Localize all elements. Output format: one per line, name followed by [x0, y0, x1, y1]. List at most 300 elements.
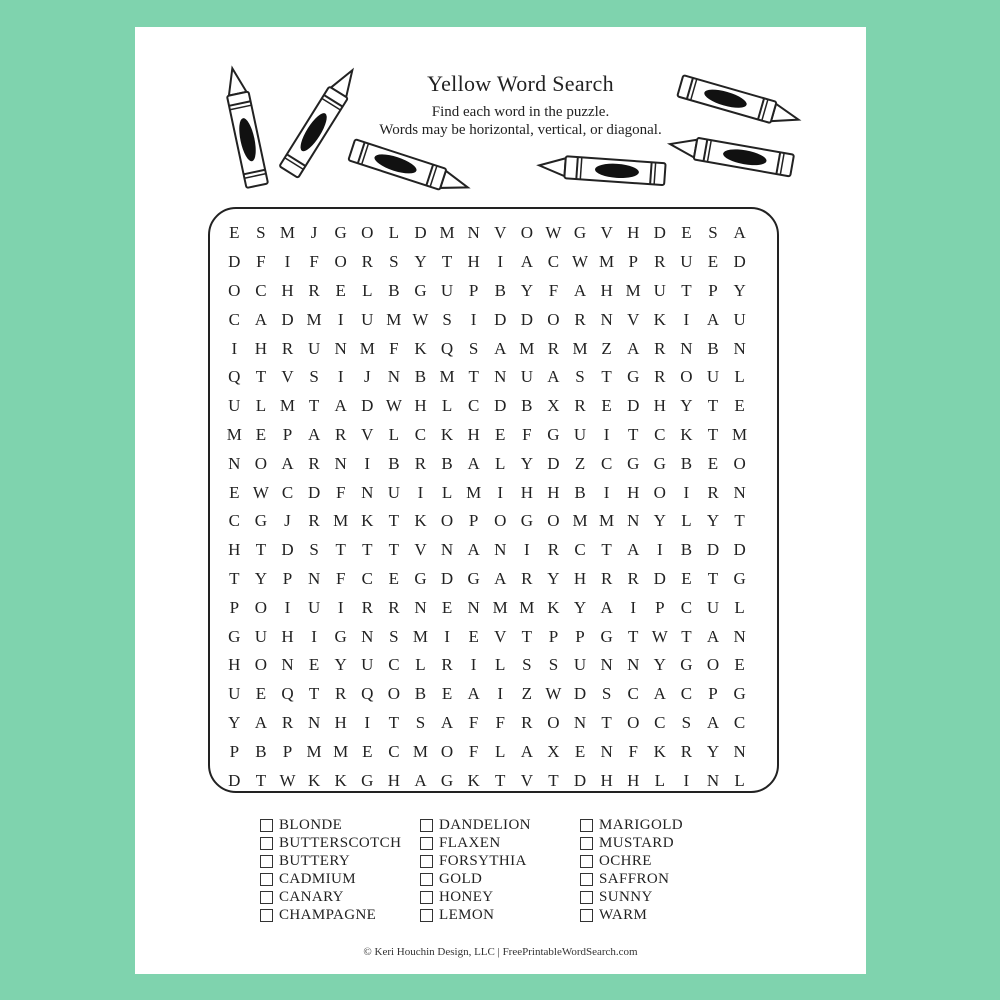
- grid-letter[interactable]: D: [653, 568, 666, 588]
- grid-letter[interactable]: A: [706, 712, 720, 732]
- grid-letter[interactable]: I: [364, 712, 371, 732]
- grid-letter[interactable]: D: [361, 396, 374, 416]
- grid-letter[interactable]: O: [254, 655, 268, 675]
- grid-letter[interactable]: L: [495, 741, 506, 761]
- grid-letter[interactable]: P: [708, 684, 718, 704]
- grid-letter[interactable]: R: [627, 568, 639, 588]
- grid-letter[interactable]: P: [655, 597, 665, 617]
- grid-letter[interactable]: N: [440, 540, 454, 560]
- grid-letter[interactable]: M: [333, 511, 349, 531]
- grid-letter[interactable]: Y: [573, 597, 587, 617]
- grid-letter[interactable]: M: [572, 338, 588, 358]
- grid-letter[interactable]: I: [523, 540, 530, 560]
- grid-letter[interactable]: M: [226, 424, 242, 444]
- grid-letter[interactable]: M: [599, 252, 615, 272]
- grid-letter[interactable]: R: [414, 453, 427, 473]
- grid-letter[interactable]: T: [628, 626, 639, 646]
- grid-letter[interactable]: G: [547, 424, 560, 444]
- grid-letter[interactable]: O: [494, 511, 507, 531]
- grid-letter[interactable]: Z: [601, 338, 612, 358]
- grid-letter[interactable]: B: [255, 741, 267, 761]
- grid-letter[interactable]: U: [307, 338, 321, 358]
- grid-letter[interactable]: O: [440, 511, 454, 531]
- grid-letter[interactable]: A: [547, 367, 560, 387]
- grid-letter[interactable]: V: [414, 540, 427, 560]
- grid-letter[interactable]: C: [680, 684, 693, 704]
- grid-letter[interactable]: P: [628, 252, 638, 272]
- grid-letter[interactable]: P: [708, 280, 718, 300]
- grid-letter[interactable]: H: [600, 280, 613, 300]
- grid-letter[interactable]: Z: [574, 453, 586, 473]
- grid-letter[interactable]: C: [600, 453, 613, 473]
- grid-letter[interactable]: R: [441, 655, 453, 675]
- grid-letter[interactable]: N: [600, 309, 613, 329]
- grid-letter[interactable]: A: [627, 338, 640, 358]
- grid-letter[interactable]: O: [228, 280, 241, 300]
- grid-letter[interactable]: R: [335, 684, 347, 704]
- grid-letter[interactable]: O: [387, 684, 400, 704]
- grid-letter[interactable]: E: [734, 655, 745, 675]
- grid-letter[interactable]: C: [467, 396, 480, 416]
- grid-letter[interactable]: G: [520, 511, 533, 531]
- grid-letter[interactable]: F: [335, 568, 346, 588]
- grid-letter[interactable]: I: [497, 482, 504, 502]
- grid-letter[interactable]: V: [520, 770, 533, 790]
- grid-letter[interactable]: M: [279, 223, 296, 243]
- grid-letter[interactable]: I: [603, 482, 610, 502]
- grid-letter[interactable]: R: [521, 568, 533, 588]
- grid-letter[interactable]: T: [308, 684, 320, 704]
- grid-letter[interactable]: H: [467, 252, 480, 272]
- grid-letter[interactable]: N: [733, 482, 746, 502]
- grid-letter[interactable]: H: [627, 770, 640, 790]
- grid-letter[interactable]: S: [256, 223, 266, 243]
- grid-letter[interactable]: H: [653, 396, 666, 416]
- grid-letter[interactable]: G: [653, 453, 666, 473]
- grid-letter[interactable]: D: [228, 252, 241, 272]
- grid-letter[interactable]: C: [627, 684, 639, 704]
- grid-letter[interactable]: I: [311, 626, 317, 646]
- grid-letter[interactable]: S: [389, 626, 399, 646]
- grid-letter[interactable]: P: [548, 626, 559, 646]
- grid-letter[interactable]: X: [547, 396, 560, 416]
- grid-letter[interactable]: L: [734, 770, 745, 790]
- grid-letter[interactable]: R: [361, 252, 373, 272]
- grid-letter[interactable]: T: [441, 252, 453, 272]
- grid-letter[interactable]: E: [495, 424, 506, 444]
- grid-letter[interactable]: W: [545, 684, 562, 704]
- checkbox[interactable]: [580, 819, 593, 832]
- grid-letter[interactable]: I: [364, 453, 371, 473]
- grid-letter[interactable]: U: [733, 309, 746, 329]
- grid-letter[interactable]: C: [281, 482, 294, 502]
- grid-letter[interactable]: M: [412, 741, 429, 761]
- grid-letter[interactable]: C: [388, 741, 400, 761]
- grid-letter[interactable]: R: [654, 252, 666, 272]
- grid-letter[interactable]: O: [334, 252, 347, 272]
- grid-letter[interactable]: E: [468, 626, 479, 646]
- grid-letter[interactable]: C: [654, 424, 666, 444]
- grid-letter[interactable]: U: [520, 367, 533, 387]
- grid-letter[interactable]: M: [386, 309, 402, 329]
- grid-letter[interactable]: B: [680, 540, 693, 560]
- grid-letter[interactable]: I: [284, 597, 291, 617]
- grid-letter[interactable]: D: [653, 223, 666, 243]
- grid-letter[interactable]: H: [547, 482, 560, 502]
- grid-letter[interactable]: S: [415, 712, 426, 732]
- grid-letter[interactable]: L: [495, 453, 506, 473]
- grid-letter[interactable]: C: [255, 280, 267, 300]
- grid-letter[interactable]: O: [361, 223, 374, 243]
- grid-letter[interactable]: M: [492, 597, 508, 617]
- grid-letter[interactable]: P: [468, 511, 479, 531]
- grid-letter[interactable]: T: [388, 540, 400, 560]
- grid-letter[interactable]: R: [680, 741, 693, 761]
- grid-letter[interactable]: Y: [706, 741, 720, 761]
- grid-letter[interactable]: G: [733, 568, 746, 588]
- grid-letter[interactable]: I: [337, 367, 344, 387]
- grid-letter[interactable]: R: [654, 367, 666, 387]
- grid-letter[interactable]: Z: [521, 684, 533, 704]
- grid-letter[interactable]: A: [440, 712, 454, 732]
- grid-letter[interactable]: C: [574, 540, 586, 560]
- grid-letter[interactable]: A: [254, 712, 268, 732]
- grid-letter[interactable]: Q: [281, 684, 294, 704]
- checkbox[interactable]: [580, 837, 593, 850]
- grid-letter[interactable]: B: [388, 453, 400, 473]
- grid-letter[interactable]: S: [389, 252, 399, 272]
- grid-letter[interactable]: W: [252, 482, 269, 502]
- grid-letter[interactable]: J: [284, 511, 291, 531]
- grid-letter[interactable]: A: [520, 252, 533, 272]
- grid-letter[interactable]: T: [601, 712, 612, 732]
- grid-letter[interactable]: N: [467, 597, 480, 617]
- grid-letter[interactable]: R: [574, 396, 586, 416]
- grid-letter[interactable]: D: [573, 770, 587, 790]
- checkbox[interactable]: [420, 855, 433, 868]
- grid-letter[interactable]: J: [363, 367, 371, 387]
- grid-letter[interactable]: G: [361, 770, 374, 790]
- grid-letter[interactable]: N: [307, 568, 321, 588]
- grid-letter[interactable]: W: [651, 626, 668, 646]
- grid-letter[interactable]: T: [707, 568, 719, 588]
- grid-letter[interactable]: I: [497, 252, 504, 272]
- grid-letter[interactable]: N: [494, 367, 507, 387]
- grid-letter[interactable]: K: [547, 597, 560, 617]
- grid-letter[interactable]: E: [707, 453, 719, 473]
- grid-letter[interactable]: D: [494, 396, 507, 416]
- grid-letter[interactable]: D: [281, 309, 294, 329]
- grid-letter[interactable]: U: [228, 684, 241, 704]
- grid-letter[interactable]: A: [706, 626, 720, 646]
- grid-letter[interactable]: Q: [228, 367, 241, 387]
- grid-letter[interactable]: R: [281, 338, 294, 358]
- grid-letter[interactable]: V: [600, 223, 613, 243]
- grid-letter[interactable]: A: [706, 309, 720, 329]
- grid-letter[interactable]: C: [388, 655, 400, 675]
- grid-letter[interactable]: W: [385, 396, 402, 416]
- grid-letter[interactable]: T: [521, 626, 533, 646]
- grid-letter[interactable]: C: [680, 597, 693, 617]
- grid-letter[interactable]: N: [361, 482, 374, 502]
- grid-letter[interactable]: O: [547, 309, 560, 329]
- grid-letter[interactable]: D: [494, 309, 507, 329]
- grid-letter[interactable]: A: [653, 684, 666, 704]
- grid-letter[interactable]: L: [681, 511, 692, 531]
- grid-letter[interactable]: D: [573, 684, 587, 704]
- grid-letter[interactable]: E: [601, 396, 612, 416]
- grid-letter[interactable]: P: [282, 568, 293, 588]
- grid-letter[interactable]: I: [630, 597, 637, 617]
- grid-letter[interactable]: Q: [440, 338, 454, 358]
- grid-letter[interactable]: D: [733, 252, 746, 272]
- grid-letter[interactable]: S: [548, 655, 559, 675]
- grid-letter[interactable]: L: [415, 655, 426, 675]
- grid-letter[interactable]: C: [414, 424, 427, 444]
- checkbox[interactable]: [260, 909, 273, 922]
- grid-letter[interactable]: K: [653, 309, 666, 329]
- checkbox[interactable]: [420, 909, 433, 922]
- grid-letter[interactable]: R: [308, 511, 320, 531]
- grid-letter[interactable]: W: [571, 252, 589, 272]
- grid-letter[interactable]: B: [680, 453, 693, 473]
- grid-letter[interactable]: N: [228, 453, 241, 473]
- grid-letter[interactable]: S: [601, 684, 612, 704]
- grid-letter[interactable]: U: [440, 280, 454, 300]
- grid-letter[interactable]: H: [573, 568, 587, 588]
- grid-letter[interactable]: T: [388, 712, 400, 732]
- grid-letter[interactable]: I: [444, 626, 450, 646]
- grid-letter[interactable]: F: [389, 338, 399, 358]
- grid-letter[interactable]: N: [733, 338, 746, 358]
- grid-letter[interactable]: T: [255, 540, 267, 560]
- grid-letter[interactable]: S: [708, 223, 718, 243]
- grid-letter[interactable]: R: [281, 712, 294, 732]
- checkbox[interactable]: [260, 873, 273, 886]
- grid-letter[interactable]: A: [494, 568, 507, 588]
- grid-letter[interactable]: Y: [334, 655, 347, 675]
- grid-letter[interactable]: Y: [706, 511, 720, 531]
- grid-letter[interactable]: R: [308, 453, 320, 473]
- grid-letter[interactable]: Y: [520, 453, 533, 473]
- grid-letter[interactable]: G: [334, 626, 347, 646]
- grid-letter[interactable]: B: [414, 367, 427, 387]
- grid-letter[interactable]: A: [627, 540, 640, 560]
- grid-letter[interactable]: T: [255, 770, 267, 790]
- checkbox[interactable]: [580, 873, 593, 886]
- grid-letter[interactable]: C: [228, 511, 240, 531]
- grid-letter[interactable]: P: [282, 424, 293, 444]
- grid-letter[interactable]: K: [361, 511, 374, 531]
- grid-letter[interactable]: E: [441, 684, 453, 704]
- grid-letter[interactable]: S: [309, 540, 319, 560]
- grid-letter[interactable]: E: [681, 223, 692, 243]
- grid-letter[interactable]: A: [573, 280, 587, 300]
- grid-letter[interactable]: A: [254, 309, 268, 329]
- grid-letter[interactable]: W: [545, 223, 562, 243]
- grid-letter[interactable]: E: [229, 482, 240, 502]
- grid-letter[interactable]: D: [307, 482, 321, 502]
- grid-letter[interactable]: G: [467, 568, 480, 588]
- grid-letter[interactable]: T: [388, 511, 400, 531]
- grid-letter[interactable]: R: [574, 309, 586, 329]
- grid-letter[interactable]: T: [362, 540, 373, 560]
- grid-letter[interactable]: O: [254, 597, 268, 617]
- grid-letter[interactable]: E: [734, 396, 745, 416]
- grid-letter[interactable]: F: [309, 252, 319, 272]
- grid-letter[interactable]: N: [307, 712, 321, 732]
- grid-letter[interactable]: T: [734, 511, 745, 531]
- grid-letter[interactable]: E: [255, 424, 267, 444]
- grid-letter[interactable]: P: [229, 597, 240, 617]
- grid-letter[interactable]: K: [680, 424, 693, 444]
- grid-letter[interactable]: H: [627, 223, 640, 243]
- grid-letter[interactable]: U: [361, 309, 374, 329]
- grid-letter[interactable]: Y: [733, 280, 746, 300]
- grid-letter[interactable]: A: [520, 741, 533, 761]
- grid-letter[interactable]: D: [706, 540, 720, 560]
- grid-letter[interactable]: O: [547, 511, 560, 531]
- grid-letter[interactable]: Q: [361, 684, 374, 704]
- grid-letter[interactable]: N: [573, 712, 587, 732]
- grid-letter[interactable]: A: [467, 453, 480, 473]
- grid-letter[interactable]: I: [337, 309, 344, 329]
- grid-letter[interactable]: L: [388, 424, 400, 444]
- grid-letter[interactable]: H: [467, 424, 480, 444]
- grid-letter[interactable]: N: [706, 770, 720, 790]
- grid-letter[interactable]: N: [600, 741, 613, 761]
- grid-letter[interactable]: L: [255, 396, 267, 416]
- grid-letter[interactable]: G: [627, 453, 640, 473]
- grid-letter[interactable]: T: [229, 568, 240, 588]
- grid-letter[interactable]: F: [628, 741, 638, 761]
- grid-letter[interactable]: G: [600, 626, 613, 646]
- grid-letter[interactable]: I: [284, 252, 291, 272]
- grid-letter[interactable]: K: [440, 424, 454, 444]
- grid-letter[interactable]: H: [281, 626, 294, 646]
- grid-letter[interactable]: F: [335, 482, 346, 502]
- grid-letter[interactable]: U: [573, 655, 587, 675]
- grid-letter[interactable]: U: [573, 424, 587, 444]
- grid-letter[interactable]: H: [600, 770, 613, 790]
- grid-letter[interactable]: M: [572, 511, 588, 531]
- grid-letter[interactable]: T: [601, 367, 612, 387]
- grid-letter[interactable]: A: [600, 597, 613, 617]
- grid-letter[interactable]: Y: [254, 568, 268, 588]
- grid-letter[interactable]: A: [494, 338, 507, 358]
- grid-letter[interactable]: R: [547, 540, 560, 560]
- grid-letter[interactable]: D: [414, 223, 427, 243]
- grid-letter[interactable]: T: [707, 396, 719, 416]
- grid-letter[interactable]: M: [306, 741, 322, 761]
- grid-letter[interactable]: G: [228, 626, 241, 646]
- grid-letter[interactable]: U: [387, 482, 400, 502]
- grid-letter[interactable]: S: [468, 338, 479, 358]
- grid-letter[interactable]: E: [388, 568, 400, 588]
- grid-letter[interactable]: K: [414, 338, 427, 358]
- grid-letter[interactable]: B: [388, 280, 400, 300]
- grid-letter[interactable]: U: [653, 280, 666, 300]
- grid-letter[interactable]: S: [522, 655, 532, 675]
- grid-letter[interactable]: R: [600, 568, 613, 588]
- grid-letter[interactable]: V: [494, 626, 507, 646]
- grid-letter[interactable]: I: [683, 309, 690, 329]
- grid-letter[interactable]: K: [467, 770, 480, 790]
- grid-letter[interactable]: N: [627, 655, 640, 675]
- grid-letter[interactable]: U: [254, 626, 268, 646]
- grid-letter[interactable]: F: [256, 252, 266, 272]
- grid-letter[interactable]: T: [681, 280, 692, 300]
- grid-letter[interactable]: L: [734, 597, 745, 617]
- grid-letter[interactable]: W: [412, 309, 429, 329]
- grid-letter[interactable]: T: [495, 770, 506, 790]
- checkbox[interactable]: [420, 819, 433, 832]
- grid-letter[interactable]: G: [414, 280, 427, 300]
- grid-letter[interactable]: O: [254, 453, 268, 473]
- grid-letter[interactable]: P: [229, 741, 240, 761]
- grid-letter[interactable]: R: [388, 597, 400, 617]
- grid-letter[interactable]: V: [361, 424, 374, 444]
- grid-letter[interactable]: U: [706, 367, 720, 387]
- grid-letter[interactable]: F: [468, 712, 479, 732]
- grid-letter[interactable]: F: [548, 280, 559, 300]
- grid-letter[interactable]: N: [334, 338, 347, 358]
- grid-letter[interactable]: D: [547, 453, 560, 473]
- grid-letter[interactable]: G: [334, 223, 347, 243]
- grid-letter[interactable]: T: [548, 770, 559, 790]
- grid-letter[interactable]: R: [361, 597, 373, 617]
- grid-letter[interactable]: A: [307, 424, 321, 444]
- grid-letter[interactable]: Y: [653, 511, 666, 531]
- grid-letter[interactable]: K: [414, 511, 427, 531]
- grid-letter[interactable]: P: [282, 741, 293, 761]
- grid-letter[interactable]: T: [255, 367, 267, 387]
- grid-letter[interactable]: A: [281, 453, 294, 473]
- checkbox[interactable]: [420, 873, 433, 886]
- grid-letter[interactable]: B: [521, 396, 533, 416]
- grid-letter[interactable]: C: [733, 712, 746, 732]
- grid-letter[interactable]: B: [441, 453, 453, 473]
- grid-letter[interactable]: I: [337, 597, 344, 617]
- grid-letter[interactable]: C: [547, 252, 560, 272]
- grid-letter[interactable]: M: [519, 597, 535, 617]
- grid-letter[interactable]: N: [361, 626, 374, 646]
- grid-letter[interactable]: L: [388, 223, 400, 243]
- grid-letter[interactable]: I: [497, 684, 504, 704]
- grid-letter[interactable]: N: [600, 655, 613, 675]
- grid-letter[interactable]: B: [707, 338, 719, 358]
- grid-letter[interactable]: D: [281, 540, 294, 560]
- grid-letter[interactable]: F: [495, 712, 505, 732]
- checkbox[interactable]: [580, 891, 593, 904]
- grid-letter[interactable]: G: [733, 684, 746, 704]
- grid-letter[interactable]: K: [334, 770, 347, 790]
- grid-letter[interactable]: Y: [228, 712, 241, 732]
- grid-letter[interactable]: G: [680, 655, 693, 675]
- grid-letter[interactable]: B: [574, 482, 586, 502]
- grid-letter[interactable]: T: [628, 424, 639, 444]
- grid-letter[interactable]: M: [359, 338, 375, 358]
- checkbox[interactable]: [420, 837, 433, 850]
- grid-letter[interactable]: T: [601, 540, 612, 560]
- grid-letter[interactable]: D: [440, 568, 454, 588]
- grid-letter[interactable]: F: [468, 741, 479, 761]
- grid-letter[interactable]: B: [494, 280, 506, 300]
- grid-letter[interactable]: O: [547, 712, 560, 732]
- grid-letter[interactable]: T: [468, 367, 479, 387]
- grid-letter[interactable]: H: [387, 770, 400, 790]
- grid-letter[interactable]: S: [681, 712, 692, 732]
